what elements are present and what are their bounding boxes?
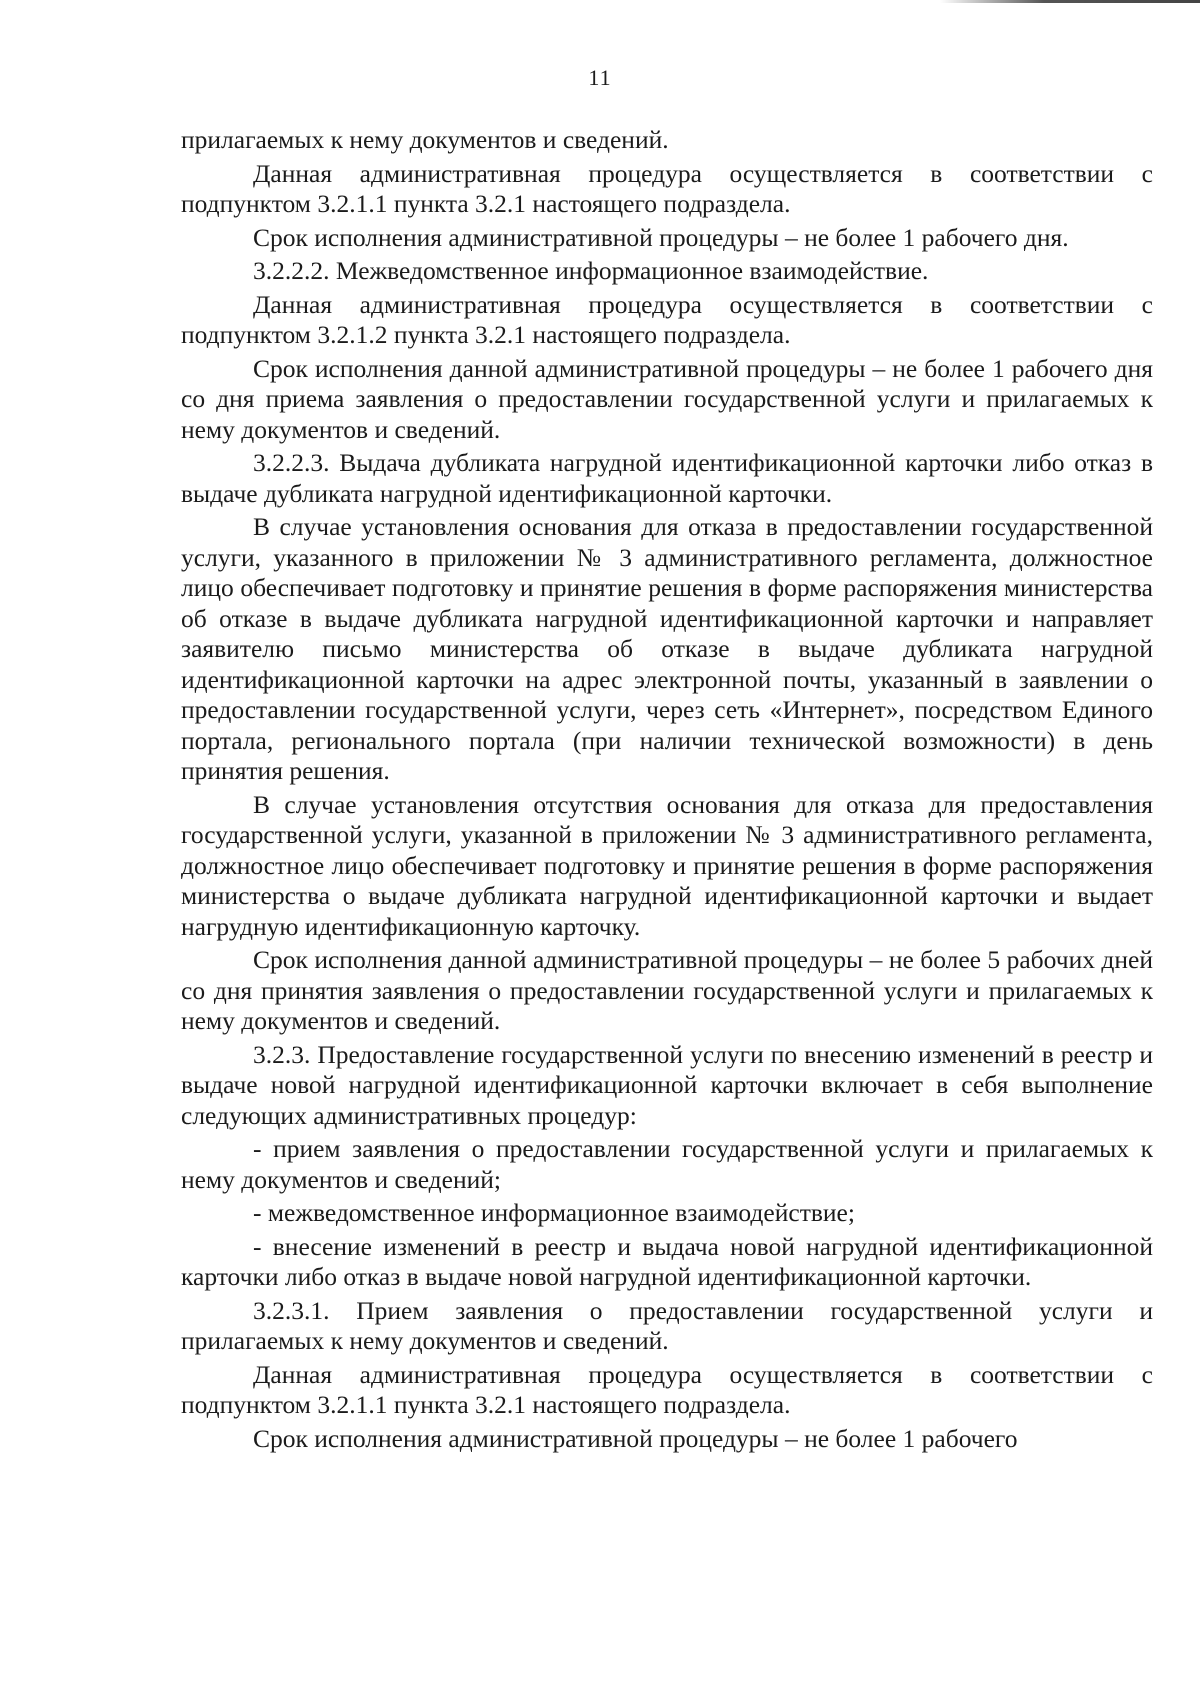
paragraph-9: В случае установления отсутствия основания для отказа для предоставления государственной услуги, указанной в приложении № 3 административного регламента, должностное лицо обеспечивает подготовку и принятие решения в форме распоряжения министерства о выдаче дубликата нагрудной идентификационной карточки и выдает нагрудную идентификационную карточку. xyxy=(181,789,1153,941)
paragraph-6: Срок исполнения данной административной процедуры – не более 1 рабочего дня со дня приема заявления о предоставлении государственной услуги и прилагаемых к нему документов и сведений. xyxy=(181,353,1153,444)
section-heading-3-2-2-3: 3.2.2.3. Выдача дубликата нагрудной идентификационной карточки либо отказ в выдаче дубликата нагрудной идентификационной карточки. xyxy=(181,448,1153,508)
paragraph-5: Данная административная процедура осуществляется в соответствии с подпунктом 3.2.1.2 пункта 3.2.1 настоящего подраздела. xyxy=(181,289,1153,349)
list-item-2: - межведомственное информационное взаимодействие; xyxy=(253,1198,855,1227)
page-number: 11 xyxy=(588,65,612,90)
paragraph-2: Данная административная процедура осуществляется в соответствии с подпунктом 3.2.1.1 пункта 3.2.1 настоящего подраздела. xyxy=(181,158,1153,218)
document-body xyxy=(181,125,1153,1457)
paragraph-3: Срок исполнения административной процедуры – не более 1 рабочего дня. xyxy=(253,222,1069,252)
list-item-3: - внесение изменений в реестр и выдача новой нагрудной идентификационной карточки либо отказ в выдаче новой нагрудной идентификационной карточки. xyxy=(181,1231,1153,1291)
section-heading-3-2-2-2: 3.2.2.2. Межведомственное информационное взаимодействие. xyxy=(253,256,929,285)
paragraph-8: В случае установления основания для отказа в предоставлении государственной услуги, указанного в приложении № 3 административного регламента, должностное лицо обеспечивает подготовку и принятие решения в форме распоряжения министерства об отказе в выдаче дубликата нагрудной идентификационной карточки и направляет заявителю письмо министерства об отказе в выдаче дубликата нагрудной идентификационной карточки на адрес электронной почты, указанный в заявлении о предоставлении государственной услуги, через сеть «Интернет», посредством Единого портала, регионального портала (при наличии технической возможности) в день принятия решения. xyxy=(181,512,1153,785)
paragraph-16: Данная административная процедура осуществляется в соответствии с подпунктом 3.2.1.1 пункта 3.2.1 настоящего подраздела. xyxy=(181,1359,1153,1419)
section-heading-3-2-3-1: 3.2.3.1. Прием заявления о предоставлении государственной услуги и прилагаемых к нему документов и сведений. xyxy=(181,1295,1153,1355)
paragraph-10: Срок исполнения данной административной процедуры – не более 5 рабочих дней со дня принятия заявления о предоставлении государственной услуги и прилагаемых к нему документов и сведений. xyxy=(181,945,1153,1035)
paragraph-1: прилагаемых к нему документов и сведений. xyxy=(181,125,669,154)
list-item-1: - прием заявления о предоставлении государственной услуги и прилагаемых к нему документов и сведений; xyxy=(181,1134,1153,1194)
paragraph-17: Срок исполнения административной процедуры – не более 1 рабочего xyxy=(253,1423,1018,1453)
section-heading-3-2-3: 3.2.3. Предоставление государственной услуги по внесению изменений в реестр и выдаче новой нагрудной идентификационной карточки включает в себя выполнение следующих административных процедур: xyxy=(181,1039,1153,1130)
scan-edge-line xyxy=(940,0,1200,3)
